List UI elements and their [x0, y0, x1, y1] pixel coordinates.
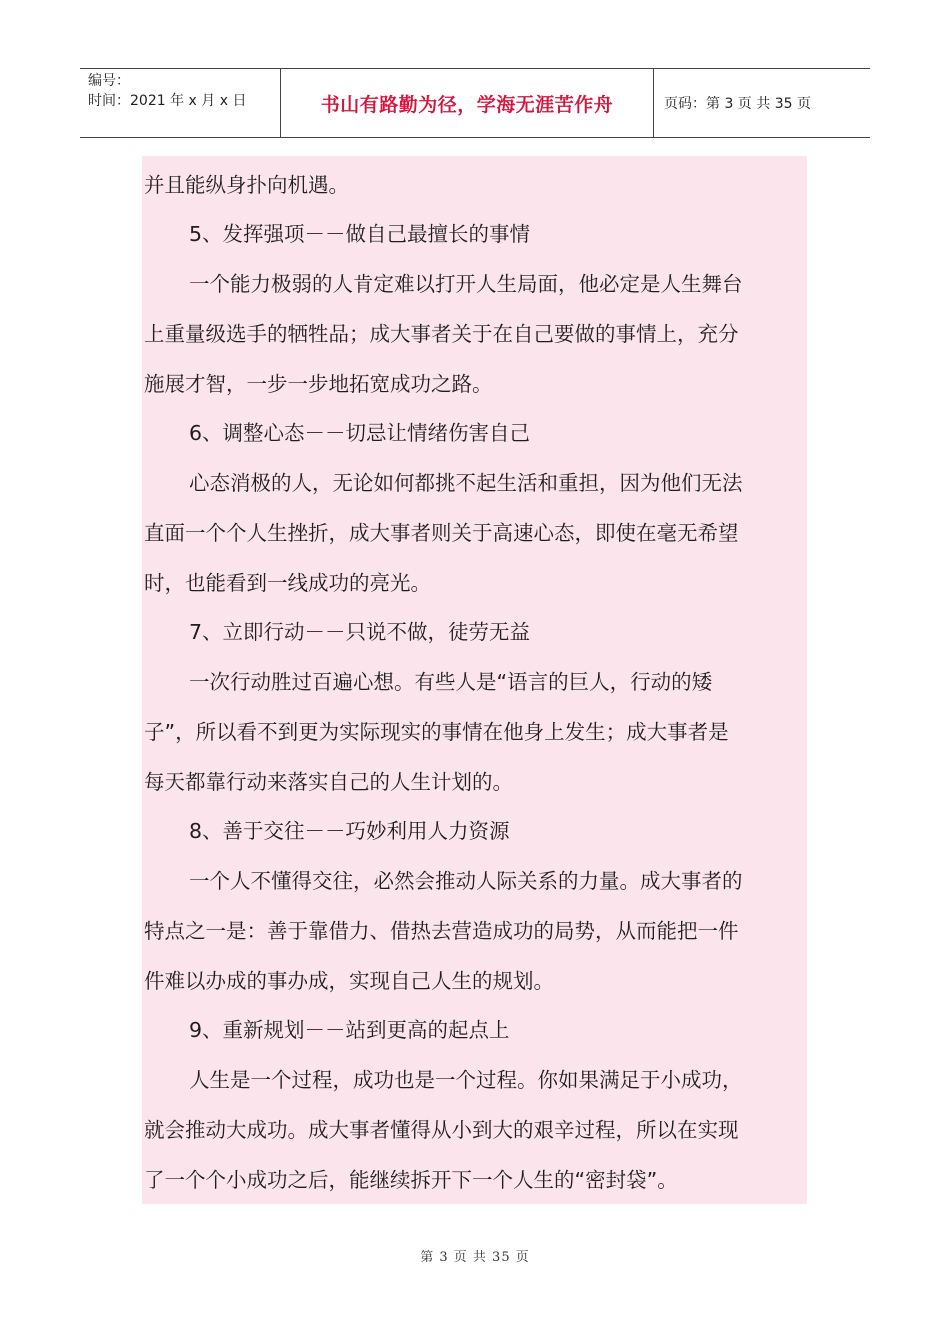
- date-label: 时间：2021 年 x 月 x 日: [88, 93, 247, 109]
- text-line: 时，也能看到一线成功的亮光。: [144, 571, 431, 595]
- header-motto: 书山有路勤为径，学海无涯苦作舟: [280, 69, 654, 137]
- text-line: 子”，所以看不到更为实际现实的事情在他身上发生；成大事者是: [144, 720, 729, 744]
- header-page-info: 页码：第 3 页 共 35 页: [664, 96, 811, 112]
- section-heading-7: 7、立即行动－－只说不做，徒劳无益: [189, 620, 531, 644]
- section-heading-8: 8、善于交往－－巧妙利用人力资源: [189, 819, 510, 843]
- text-line: 心态消极的人，无论如何都挑不起生活和重担，因为他们无法: [189, 471, 743, 495]
- text-line: 一次行动胜过百遍心想。有些人是“语言的巨人，行动的矮: [189, 670, 713, 694]
- text-line: 特点之一是：善于靠借力、借热去营造成功的局势，从而能把一件: [144, 919, 739, 943]
- text-line: 件难以办成的事办成，实现自己人生的规划。: [144, 969, 554, 993]
- section-heading-6: 6、调整心态－－切忌让情绪伤害自己: [189, 421, 531, 445]
- text-line: 了一个个小成功之后，能继续拆开下一个人生的“密封袋”。: [144, 1168, 678, 1192]
- section-heading-5: 5、发挥强项－－做自己最擅长的事情: [189, 222, 531, 246]
- text-line: 施展才智，一步一步地拓宽成功之路。: [144, 372, 493, 396]
- page-footer: 第 3 页 共 35 页: [420, 1250, 530, 1265]
- section-heading-9: 9、重新规划－－站到更高的起点上: [189, 1018, 510, 1042]
- header-meta: [80, 69, 280, 137]
- text-line: 直面一个个人生挫折，成大事者则关于高速心态，即使在毫无希望: [144, 521, 739, 545]
- text-line: 人生是一个过程，成功也是一个过程。你如果满足于小成功，: [189, 1068, 743, 1092]
- text-line: 一个能力极弱的人肯定难以打开人生局面，他必定是人生舞台: [189, 272, 743, 296]
- text-line: 上重量级选手的牺牲品；成大事者关于在自己要做的事情上，充分: [144, 322, 739, 346]
- text-line: 就会推动大成功。成大事者懂得从小到大的艰辛过程，所以在实现: [144, 1118, 739, 1142]
- text-line: 并且能纵身扑向机遇。: [144, 173, 349, 197]
- text-line: 每天都靠行动来落实自己的人生计划的。: [144, 770, 513, 794]
- article-body: [142, 156, 807, 1204]
- text-line: 一个人不懂得交往，必然会推动人际关系的力量。成大事者的: [189, 869, 743, 893]
- number-label: 编号：: [88, 73, 130, 89]
- page-header: [80, 68, 870, 138]
